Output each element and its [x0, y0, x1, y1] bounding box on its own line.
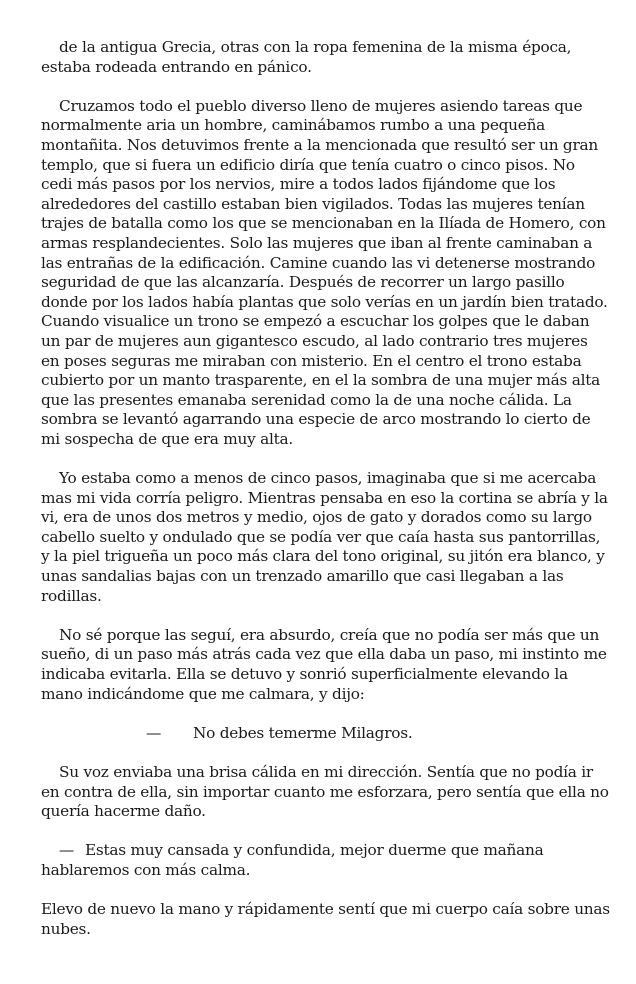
dialogue-text: Estas muy cansada y confundida, mejor duerme que mañana hablaremos con más calma.: [41, 841, 544, 879]
dialogue-dash: —: [145, 723, 161, 742]
paragraph-following: No sé porque las seguí, era absurdo, creía que no podía ser más que un sueño, di un paso más atrás cada vez que ella daba un paso, mi instinto me indicaba evitarla. Ella se detuvo y sonrió superficialmente elevando la mano indicándome que me calmara, y dijo:: [41, 625, 607, 703]
paragraph-voice: Su voz enviaba una brisa cálida en mi dirección. Sentía que no podía ir en contra de ella, sin importar cuanto me esforzara, pero sentía que ella no quería hacerme daño.: [41, 762, 609, 821]
paragraph-temple: Cruzamos todo el pueblo diverso lleno de mujeres asiendo tareas que normalmente aria un hombre, caminábamos rumbo a una pequeña montañita. Nos detuvimos frente a la mencionada que resultó ser un gran templo, que si fuera un edificio diría que tenía cuatro o cinco pisos. No cedi más pasos por los nervios, mire a todos lados fijándome que los alrededores del castillo estaban bien vigilados. Todas las mujeres tenían trajes de batalla como los que se mencionaban en la Ilíada de Homero, con armas resplandecientes. Solo las mujeres que iban al frente caminaban a las entrañas de la edificación. Camine cuando las vi detenerse mostrando seguridad de que las alcanzaría. Después de recorrer un largo pasillo donde por los lados había plantas que solo verías en un jardín bien tratado. Cuando visualice un trono se empezó a escuchar los golpes que le daban un par de mujeres aun gigantesco escudo, al lado contrario tres mujeres en poses seguras me miraban con misterio. En el centro el trono estaba cubierto por un manto trasparente, en el la sombra de una mujer más alta que las presentes emanaba serenidad como la de una noche cálida. La sombra se levantó agarrando una especie de arco mostrando lo cierto de mi sospecha de que era muy alta.: [41, 96, 608, 448]
paragraph-continuation: de la antigua Grecia, otras con la ropa femenina de la misma época, estaba rodeada entrando en pánico.: [41, 38, 572, 76]
paragraph-ending: Elevo de nuevo la mano y rápidamente sentí que mi cuerpo caía sobre unas nubes.: [41, 900, 610, 938]
dialogue-dash: —: [59, 841, 75, 860]
dialogue-line-1: [41, 724, 610, 744]
dialogue-text: No debes temerme Milagros.: [193, 723, 413, 742]
paragraph-description: Yo estaba como a menos de cinco pasos, imaginaba que si me acercaba mas mi vida corría peligro. Mientras pensaba en eso la cortina se abría y la vi, era de unos dos metros y medio, ojos de gato y dorados como su largo cabello suelto y ondulado que se podía ver que caía hasta sus pantorrillas, y la piel trigueña un poco más clara del tono original, su jitón era blanco, y unas sandalias bajas con un trenzado amarillo que casi llegaban a las rodillas.: [41, 469, 608, 605]
dialogue-line-2: [41, 841, 610, 880]
